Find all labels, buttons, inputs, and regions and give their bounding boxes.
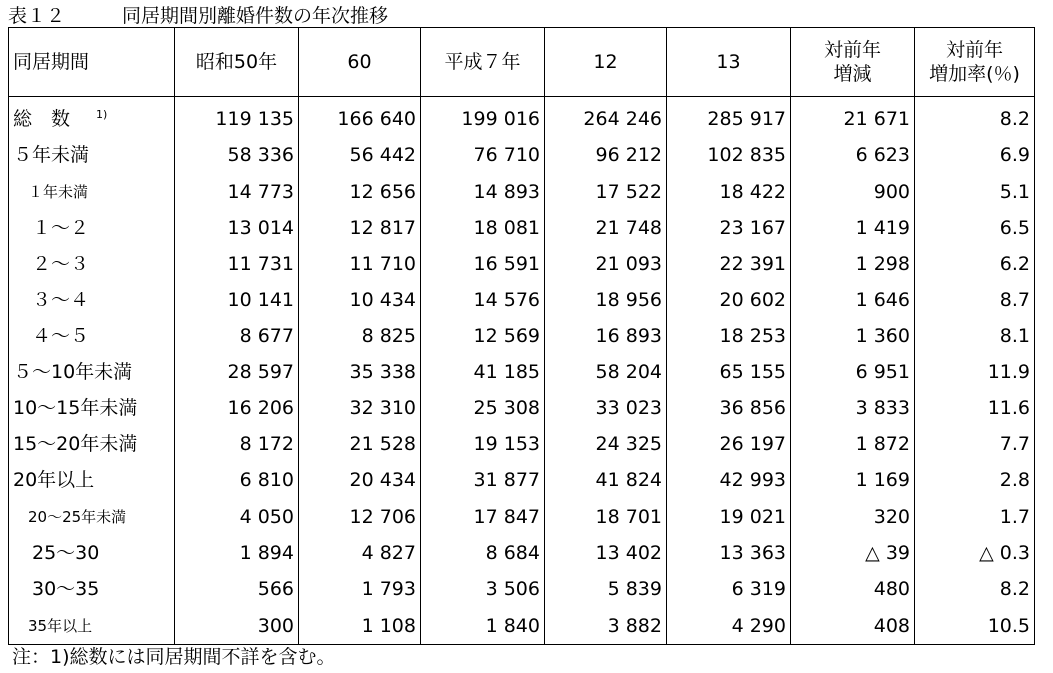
row-label — [9, 246, 175, 282]
table-cell: 76 710 — [421, 137, 545, 173]
table-cell: 18 701 — [545, 498, 667, 535]
column-header: 13 — [667, 28, 791, 97]
column-header: 60 — [299, 28, 421, 97]
table-row — [9, 390, 1035, 426]
row-label-text: １年未満 — [13, 183, 89, 201]
row-label — [9, 390, 175, 426]
table-cell: 14 893 — [421, 173, 545, 210]
row-label-text: ３～４ — [13, 289, 90, 311]
footnote: 注：1)総数には同居期間不詳を含む。 — [12, 646, 336, 668]
divorce-table — [8, 27, 1035, 645]
table-cell: 41 185 — [421, 354, 545, 390]
table-cell: 23 167 — [667, 210, 791, 246]
row-label — [9, 571, 175, 607]
row-label — [9, 282, 175, 318]
row-label — [9, 462, 175, 498]
table-cell: 13 402 — [545, 535, 667, 571]
table-cell: 33 023 — [545, 390, 667, 426]
table-cell: 31 877 — [421, 462, 545, 498]
row-label — [9, 426, 175, 462]
table-cell: 1 169 — [791, 462, 915, 498]
table-cell: 42 993 — [667, 462, 791, 498]
table-cell: △ 0.3 — [915, 535, 1035, 571]
table-title: 表１２ 同居期間別離婚件数の年次推移 — [8, 5, 389, 27]
table-cell: 1 108 — [299, 607, 421, 645]
table-cell: 12 569 — [421, 318, 545, 354]
table-cell: 6 319 — [667, 571, 791, 607]
table-cell: 8.2 — [915, 571, 1035, 607]
table-cell: 10.5 — [915, 607, 1035, 645]
table-cell: 264 246 — [545, 97, 667, 138]
table-cell: 1 793 — [299, 571, 421, 607]
table-cell: 13 014 — [175, 210, 299, 246]
table-cell: 1 646 — [791, 282, 915, 318]
table-cell: 18 253 — [667, 318, 791, 354]
table-cell: 18 956 — [545, 282, 667, 318]
table-cell: 8.1 — [915, 318, 1035, 354]
row-label-text: 20年以上 — [13, 469, 95, 491]
table-cell: 1 419 — [791, 210, 915, 246]
table-row — [9, 354, 1035, 390]
table-cell: 21 748 — [545, 210, 667, 246]
table-cell: 8.7 — [915, 282, 1035, 318]
row-label — [9, 607, 175, 645]
table-cell: 119 135 — [175, 97, 299, 138]
table-row — [9, 426, 1035, 462]
table-cell: 14 773 — [175, 173, 299, 210]
table-cell: 2.8 — [915, 462, 1035, 498]
table-cell: 24 325 — [545, 426, 667, 462]
table-cell: △ 39 — [791, 535, 915, 571]
header-row — [9, 28, 1035, 97]
column-header: 同居期間 — [9, 28, 175, 97]
row-label-text: 20～25年未満 — [13, 508, 127, 526]
row-label-text: ４～５ — [13, 325, 90, 347]
table-cell: 8.2 — [915, 97, 1035, 138]
table-row — [9, 210, 1035, 246]
row-label-text: 25～30 — [13, 542, 100, 564]
row-label — [9, 97, 175, 138]
table-cell: 17 522 — [545, 173, 667, 210]
table-cell: 20 602 — [667, 282, 791, 318]
table-cell: 20 434 — [299, 462, 421, 498]
table-cell: 8 172 — [175, 426, 299, 462]
table-cell: 19 021 — [667, 498, 791, 535]
table-cell: 26 197 — [667, 426, 791, 462]
table-cell: 12 817 — [299, 210, 421, 246]
row-label-text: ５年未満 — [13, 144, 90, 166]
table-cell: 4 290 — [667, 607, 791, 645]
table-cell: 11 710 — [299, 246, 421, 282]
table-cell: 36 856 — [667, 390, 791, 426]
table-row — [9, 571, 1035, 607]
row-label — [9, 498, 175, 535]
table-cell: 10 434 — [299, 282, 421, 318]
table-cell: 28 597 — [175, 354, 299, 390]
table-cell: 1 840 — [421, 607, 545, 645]
table-cell: 8 825 — [299, 318, 421, 354]
table-cell: 3 506 — [421, 571, 545, 607]
table-cell: 285 917 — [667, 97, 791, 138]
table-cell: 12 706 — [299, 498, 421, 535]
table-cell: 96 212 — [545, 137, 667, 173]
table-cell: 6.5 — [915, 210, 1035, 246]
table-row — [9, 97, 1035, 138]
table-row — [9, 282, 1035, 318]
table-cell: 35 338 — [299, 354, 421, 390]
table-cell: 65 155 — [667, 354, 791, 390]
table-cell: 16 591 — [421, 246, 545, 282]
row-label-text: ５～10年未満 — [13, 361, 133, 383]
row-label — [9, 173, 175, 210]
row-label-text: 30～35 — [13, 578, 100, 600]
table-cell: 566 — [175, 571, 299, 607]
table-cell: 6.2 — [915, 246, 1035, 282]
column-header: 昭和50年 — [175, 28, 299, 97]
column-header: 12 — [545, 28, 667, 97]
table-cell: 4 050 — [175, 498, 299, 535]
table-cell: 1 360 — [791, 318, 915, 354]
table-row — [9, 498, 1035, 535]
table-cell: 1 894 — [175, 535, 299, 571]
row-label-text: ２～３ — [13, 253, 90, 275]
table-cell: 21 671 — [791, 97, 915, 138]
row-label — [9, 210, 175, 246]
row-label — [9, 137, 175, 173]
table-cell: 25 308 — [421, 390, 545, 426]
table-cell: 22 391 — [667, 246, 791, 282]
table-row — [9, 535, 1035, 571]
table-cell: 6 951 — [791, 354, 915, 390]
table-cell: 6 623 — [791, 137, 915, 173]
table-cell: 320 — [791, 498, 915, 535]
table-cell: 16 893 — [545, 318, 667, 354]
table-cell: 7.7 — [915, 426, 1035, 462]
row-label-text: 35年以上 — [13, 617, 93, 635]
row-label — [9, 535, 175, 571]
table-cell: 900 — [791, 173, 915, 210]
column-header: 対前年 増減 — [791, 28, 915, 97]
table-cell: 11.6 — [915, 390, 1035, 426]
table-cell: 21 528 — [299, 426, 421, 462]
table-cell: 1.7 — [915, 498, 1035, 535]
table-cell: 166 640 — [299, 97, 421, 138]
table-cell: 1 298 — [791, 246, 915, 282]
table-cell: 4 827 — [299, 535, 421, 571]
table-cell: 17 847 — [421, 498, 545, 535]
row-label — [9, 354, 175, 390]
footnote-marker: 1) — [96, 108, 108, 121]
table-cell: 5 839 — [545, 571, 667, 607]
table-cell: 6 810 — [175, 462, 299, 498]
table-cell: 58 204 — [545, 354, 667, 390]
table-row — [9, 137, 1035, 173]
table-cell: 21 093 — [545, 246, 667, 282]
table-row — [9, 318, 1035, 354]
table-cell: 19 153 — [421, 426, 545, 462]
table-cell: 10 141 — [175, 282, 299, 318]
table-cell: 199 016 — [421, 97, 545, 138]
row-label-text: 総 数 — [13, 108, 71, 130]
column-header: 平成７年 — [421, 28, 545, 97]
row-label-text: 15～20年未満 — [13, 433, 138, 455]
table-cell: 12 656 — [299, 173, 421, 210]
table-row — [9, 607, 1035, 645]
row-label-text: 10～15年未満 — [13, 397, 138, 419]
table-cell: 8 684 — [421, 535, 545, 571]
table-cell: 3 882 — [545, 607, 667, 645]
table-cell: 18 422 — [667, 173, 791, 210]
table-cell: 56 442 — [299, 137, 421, 173]
table-cell: 6.9 — [915, 137, 1035, 173]
table-cell: 11.9 — [915, 354, 1035, 390]
table-row — [9, 173, 1035, 210]
table-cell: 8 677 — [175, 318, 299, 354]
table-cell: 300 — [175, 607, 299, 645]
table-cell: 1 872 — [791, 426, 915, 462]
table-cell: 5.1 — [915, 173, 1035, 210]
table-cell: 58 336 — [175, 137, 299, 173]
table-cell: 18 081 — [421, 210, 545, 246]
table-cell: 41 824 — [545, 462, 667, 498]
table-cell: 408 — [791, 607, 915, 645]
row-label — [9, 318, 175, 354]
table-row — [9, 462, 1035, 498]
table-cell: 3 833 — [791, 390, 915, 426]
table-cell: 16 206 — [175, 390, 299, 426]
row-label-text: １～２ — [13, 217, 90, 239]
table-cell: 32 310 — [299, 390, 421, 426]
table-cell: 480 — [791, 571, 915, 607]
column-header: 対前年 増加率(％) — [915, 28, 1035, 97]
table-cell: 102 835 — [667, 137, 791, 173]
table-cell: 11 731 — [175, 246, 299, 282]
table-cell: 13 363 — [667, 535, 791, 571]
table-row — [9, 246, 1035, 282]
table-cell: 14 576 — [421, 282, 545, 318]
